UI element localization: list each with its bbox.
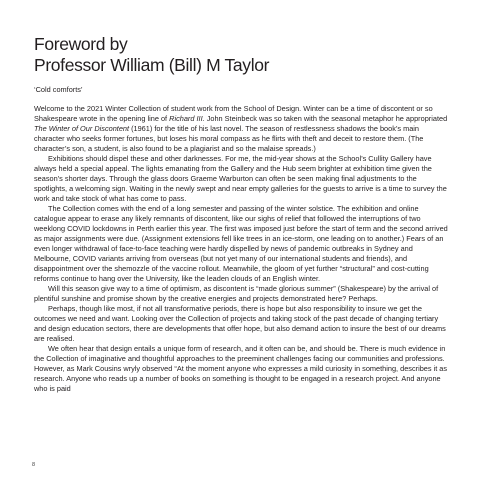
title-line-2: Professor William (Bill) M Taylor xyxy=(34,55,270,75)
paragraph xyxy=(34,154,450,204)
paragraph-text: (1961) for the title of his last novel. The season of restlessness shadows the book’s main character who seeks former fortunes, but loses his moral compass as he flirts with theft and deceit to restore them. (The character’s son, a student, is also found to be a plagiarist and so the malaise spreads.) xyxy=(34,124,424,154)
title-line-1: Foreword by xyxy=(34,34,128,54)
paragraph-text: Exhibitions should dispel these and other darknesses. For me, the mid-year shows at the School’s Cullity Gallery have always held a special appeal. The lights emanating from the Gallery and the Hub seem brighter at exhibition time given the season’s shorter days. Through the glass doors Graeme Warburton can often be seen making final adjustments to the spotlights, a welcoming sign. Waiting in the newly swept and near empty galleries for the guests to arrive is a time to survey the work and take stock of what has come to pass. xyxy=(34,154,447,204)
paragraph-text: Will this season give way to a time of optimism, as discontent is “made glorious summer” (Shakespeare) by the arrival of plentiful sunshine and promise shown by the creative energies and projects demonstrated here? Perhaps. xyxy=(34,284,439,304)
paragraph-text: John Steinbeck was so taken with the seasonal metaphor he appropriated xyxy=(204,114,448,124)
foreword-subtitle: ‘Cold comforts’ xyxy=(34,85,83,94)
paragraph xyxy=(34,104,450,154)
paragraph-text: The Collection comes with the end of a long semester and passing of the winter solstice. The exhibition and online catalogue appear to erase any likely remnants of discontent, like our sighs of relief that followed the interruptions of two weeklong COVID lockdowns in Perth earlier this year. The first was imposed just before the start of term and the second arrived as major assignments were due. (Assignment extensions fell like trees in an ice-storm, one leading on to another.) Fears of an even longer withdrawal of face-to-face teaching were hardly dispelled by news of pandemic outbreaks in Sydney and Melbourne, COVID variants arriving from overseas (but not yet many of our international students and friends), and disappointment over the shemozzle of the vaccine rollout. Meanwhile, the gloom of yet further “structural” and cost-cutting reforms continue to hang over the University, like the leaden clouds of an English winter. xyxy=(34,204,448,284)
paragraph xyxy=(34,204,450,284)
page-title xyxy=(34,34,454,76)
paragraph xyxy=(34,304,450,344)
paragraph xyxy=(34,344,450,394)
italic-title-text: Richard III. xyxy=(169,114,205,124)
foreword-body xyxy=(34,104,450,394)
page-number: 8 xyxy=(32,462,36,468)
paragraph-text: Welcome to the 2021 Winter Collection of student work from the School of Design. Winter can be a time of discontent or so Shakespeare wrote in the opening line of xyxy=(34,104,433,124)
paragraph-text: We often hear that design entails a unique form of research, and it often can be, and should be. There is much evidence in the Collection of imaginative and thoughtful approaches to the preeminent challenges facing our communities and professions. However, as Mark Cousins wryly observed “At the moment anyone who expresses a mild curiosity in something, describes it as research. Anyone who reads up a number of books on something is thought to be engaged in a research project. And anyone who is paid xyxy=(34,344,448,394)
italic-title-text: The Winter of Our Discontent xyxy=(34,124,130,134)
paragraph-text: Perhaps, though like most, if not all transformative periods, there is hope but also responsibility to insure we get the outcomes we need and want. Looking over the Collection of projects and taking stock of the past decade of changing tertiary and design education sectors, there are developments that offer hope, but also demand action to insure the best of our dreams are realised. xyxy=(34,304,446,344)
paragraph xyxy=(34,284,450,304)
